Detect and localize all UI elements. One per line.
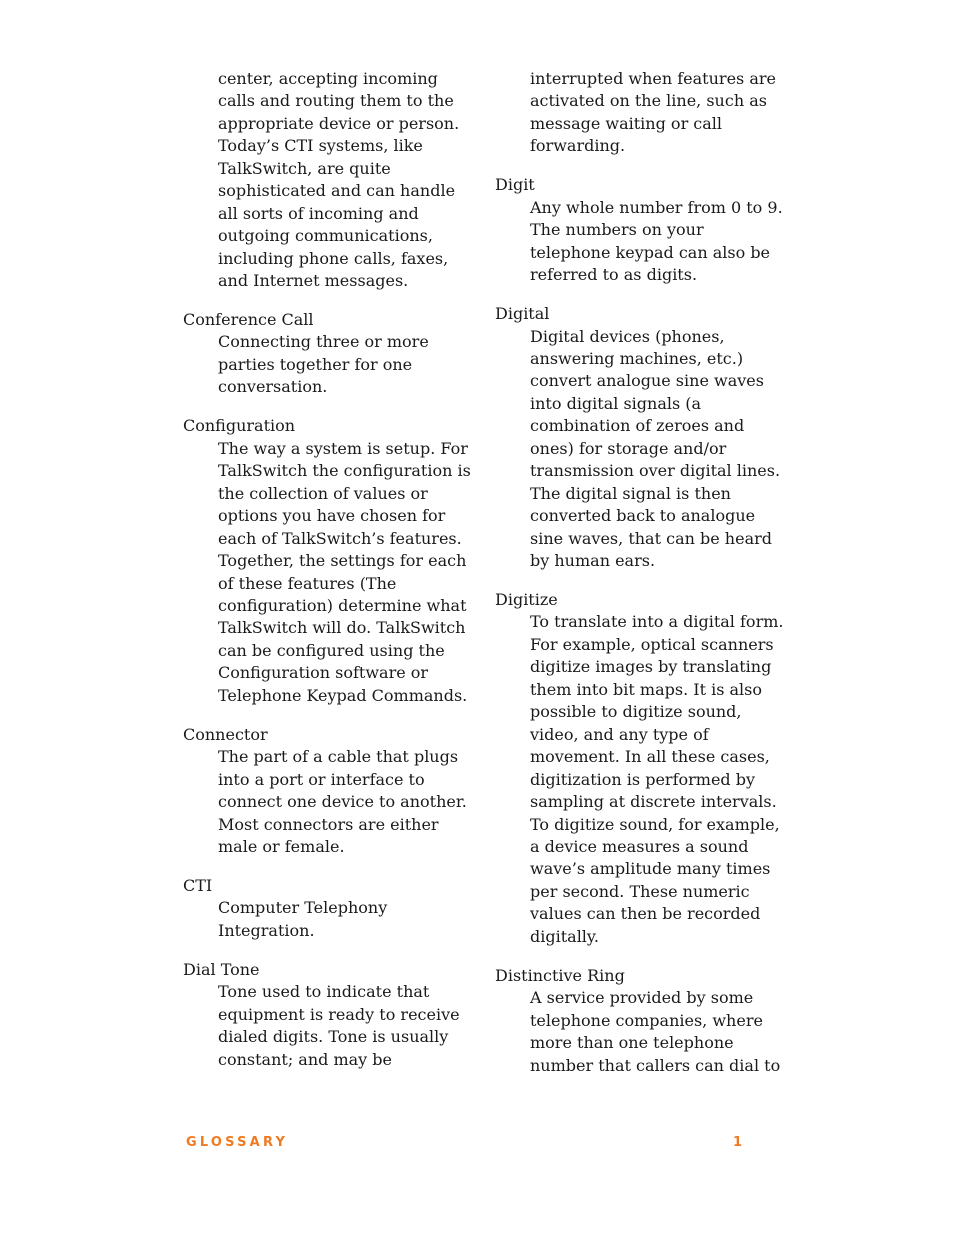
glossary-definition <box>530 326 785 573</box>
glossary-entry <box>183 309 473 399</box>
footer-page-number: 1 <box>733 1135 743 1150</box>
glossary-definition <box>218 331 473 398</box>
definition-line: Configuration software or <box>218 663 429 683</box>
definition-line: male or female. <box>218 837 345 856</box>
glossary-entry <box>183 875 473 942</box>
definition-line: TalkSwitch, are quite <box>218 158 391 178</box>
definition-line: video, and any type of <box>530 724 709 744</box>
definition-line: forwarding. <box>530 136 626 156</box>
definition-line: more than one telephone <box>530 1033 734 1053</box>
definition-line: Digital devices (phones, <box>530 326 725 346</box>
definition-line: into digital signals (a <box>530 393 702 413</box>
glossary-term: Connector <box>183 724 268 744</box>
definition-line: TalkSwitch will do. TalkSwitch <box>218 618 466 638</box>
definition-line: The digital signal is then <box>530 483 731 503</box>
glossary-entries <box>495 174 785 1077</box>
definition-line: Computer Telephony <box>218 898 388 918</box>
glossary-term: Configuration <box>183 416 296 436</box>
glossary-definition <box>530 611 785 948</box>
definition-line: Tone used to indicate that <box>218 982 430 1002</box>
glossary-definition <box>530 197 785 287</box>
definition-line: combination of zeroes and <box>530 416 745 436</box>
definition-line: dialed digits. Tone is usually <box>218 1027 449 1047</box>
definition-line: and Internet messages. <box>218 271 409 291</box>
definition-line: answering machines, etc.) <box>530 348 744 368</box>
definition-line: values can then be recorded <box>530 904 761 924</box>
definition-line: wave’s amplitude many times <box>530 859 771 879</box>
definition-line: by human ears. <box>530 551 656 571</box>
glossary-definition <box>530 987 785 1077</box>
definition-line: Together, the settings for each <box>218 551 467 571</box>
definition-line: options you have chosen for <box>218 506 446 526</box>
definition-line: digitize images by translating <box>530 657 772 677</box>
definition-line: activated on the line, such as <box>530 91 767 111</box>
definition-line: For example, optical scanners <box>530 634 774 654</box>
glossary-term: Dial Tone <box>183 959 260 979</box>
definition-line: number that callers can dial to <box>530 1055 781 1075</box>
glossary-term: Distinctive Ring <box>495 965 625 985</box>
definition-line: possible to digitize sound, <box>530 702 742 722</box>
definition-line: including phone calls, faxes, <box>218 248 449 268</box>
definition-line: digitally. <box>530 926 599 946</box>
glossary-entry <box>495 303 785 572</box>
definition-line: the collection of values or <box>218 483 428 503</box>
definition-line: into a port or interface to <box>218 769 425 789</box>
definition-line: center, accepting incoming <box>218 69 438 88</box>
definition-line: Integration. <box>218 920 315 940</box>
glossary-definition <box>218 981 473 1071</box>
definition-line: The way a system is setup. For <box>218 438 468 458</box>
glossary-term: Digitize <box>495 590 558 610</box>
definition-line: outgoing communications, <box>218 226 433 246</box>
footer-section-label: GLOSSARY <box>186 1135 289 1150</box>
glossary-entry <box>495 589 785 948</box>
definition-line: equipment is ready to receive <box>218 1004 460 1024</box>
left-column <box>183 68 473 1071</box>
definition-line: converted back to analogue <box>530 506 756 526</box>
glossary-entry <box>495 174 785 286</box>
definition-line: appropriate device or person. <box>218 113 460 133</box>
definition-line: A service provided by some <box>530 988 754 1008</box>
definition-line: constant; and may be <box>218 1049 393 1069</box>
definition-line: TalkSwitch the configuration is <box>218 461 471 481</box>
definition-line: To digitize sound, for example, <box>530 814 780 834</box>
definition-line: parties together for one <box>218 354 413 374</box>
definition-line: a device measures a sound <box>530 837 749 856</box>
definition-line: can be configured using the <box>218 640 445 660</box>
glossary-entries <box>183 309 473 1071</box>
glossary-entry <box>495 965 785 1077</box>
definition-line: Most connectors are either <box>218 814 439 834</box>
definition-line: each of TalkSwitch’s features. <box>218 528 462 548</box>
definition-line: The part of a cable that plugs <box>218 747 459 767</box>
definition-line: Telephone Keypad Commands. <box>218 685 468 705</box>
definition-line: all sorts of incoming and <box>218 203 419 223</box>
definition-line: telephone companies, where <box>530 1010 763 1030</box>
definition-line: conversation. <box>218 377 328 397</box>
definition-line: digitization is performed by <box>530 769 756 789</box>
glossary-entry <box>183 415 473 707</box>
definition-line: To translate into a digital form. <box>530 612 784 632</box>
definition-line: interrupted when features are <box>530 69 776 88</box>
definition-line: of these features (The <box>218 573 397 593</box>
definition-line: convert analogue sine waves <box>530 371 764 391</box>
definition-line: calls and routing them to the <box>218 91 454 111</box>
definition-line: connect one device to another. <box>218 792 467 812</box>
definition-line: Any whole number from 0 to 9. <box>530 197 783 217</box>
glossary-term: Digit <box>495 175 535 195</box>
definition-line: sophisticated and can handle <box>218 181 456 201</box>
definition-line: sampling at discrete intervals. <box>530 792 777 812</box>
glossary-entry <box>183 724 473 859</box>
definition-line: sine waves, that can be heard <box>530 528 772 548</box>
glossary-definition <box>218 438 473 707</box>
glossary-term: CTI <box>183 875 213 895</box>
glossary-entry <box>183 959 473 1071</box>
definition-line: transmission over digital lines. <box>530 461 781 481</box>
glossary-term: Digital <box>495 304 550 324</box>
definition-line: The numbers on your <box>530 220 704 240</box>
definition-line: movement. In all these cases, <box>530 747 770 767</box>
definition-line: Today’s CTI systems, like <box>218 136 423 156</box>
definition-line: referred to as digits. <box>530 265 698 285</box>
definition-continuation <box>530 68 785 158</box>
definition-line: telephone keypad can also be <box>530 242 771 262</box>
right-column <box>495 68 785 1077</box>
definition-line: them into bit maps. It is also <box>530 679 762 699</box>
definition-continuation <box>218 68 473 293</box>
definition-line: message waiting or call <box>530 113 723 133</box>
definition-line: configuration) determine what <box>218 595 467 615</box>
glossary-term: Conference Call <box>183 310 314 330</box>
glossary-definition <box>218 897 473 942</box>
definition-line: per second. These numeric <box>530 881 750 901</box>
definition-line: Connecting three or more <box>218 332 429 352</box>
definition-line: ones) for storage and/or <box>530 438 727 458</box>
glossary-definition <box>218 746 473 858</box>
